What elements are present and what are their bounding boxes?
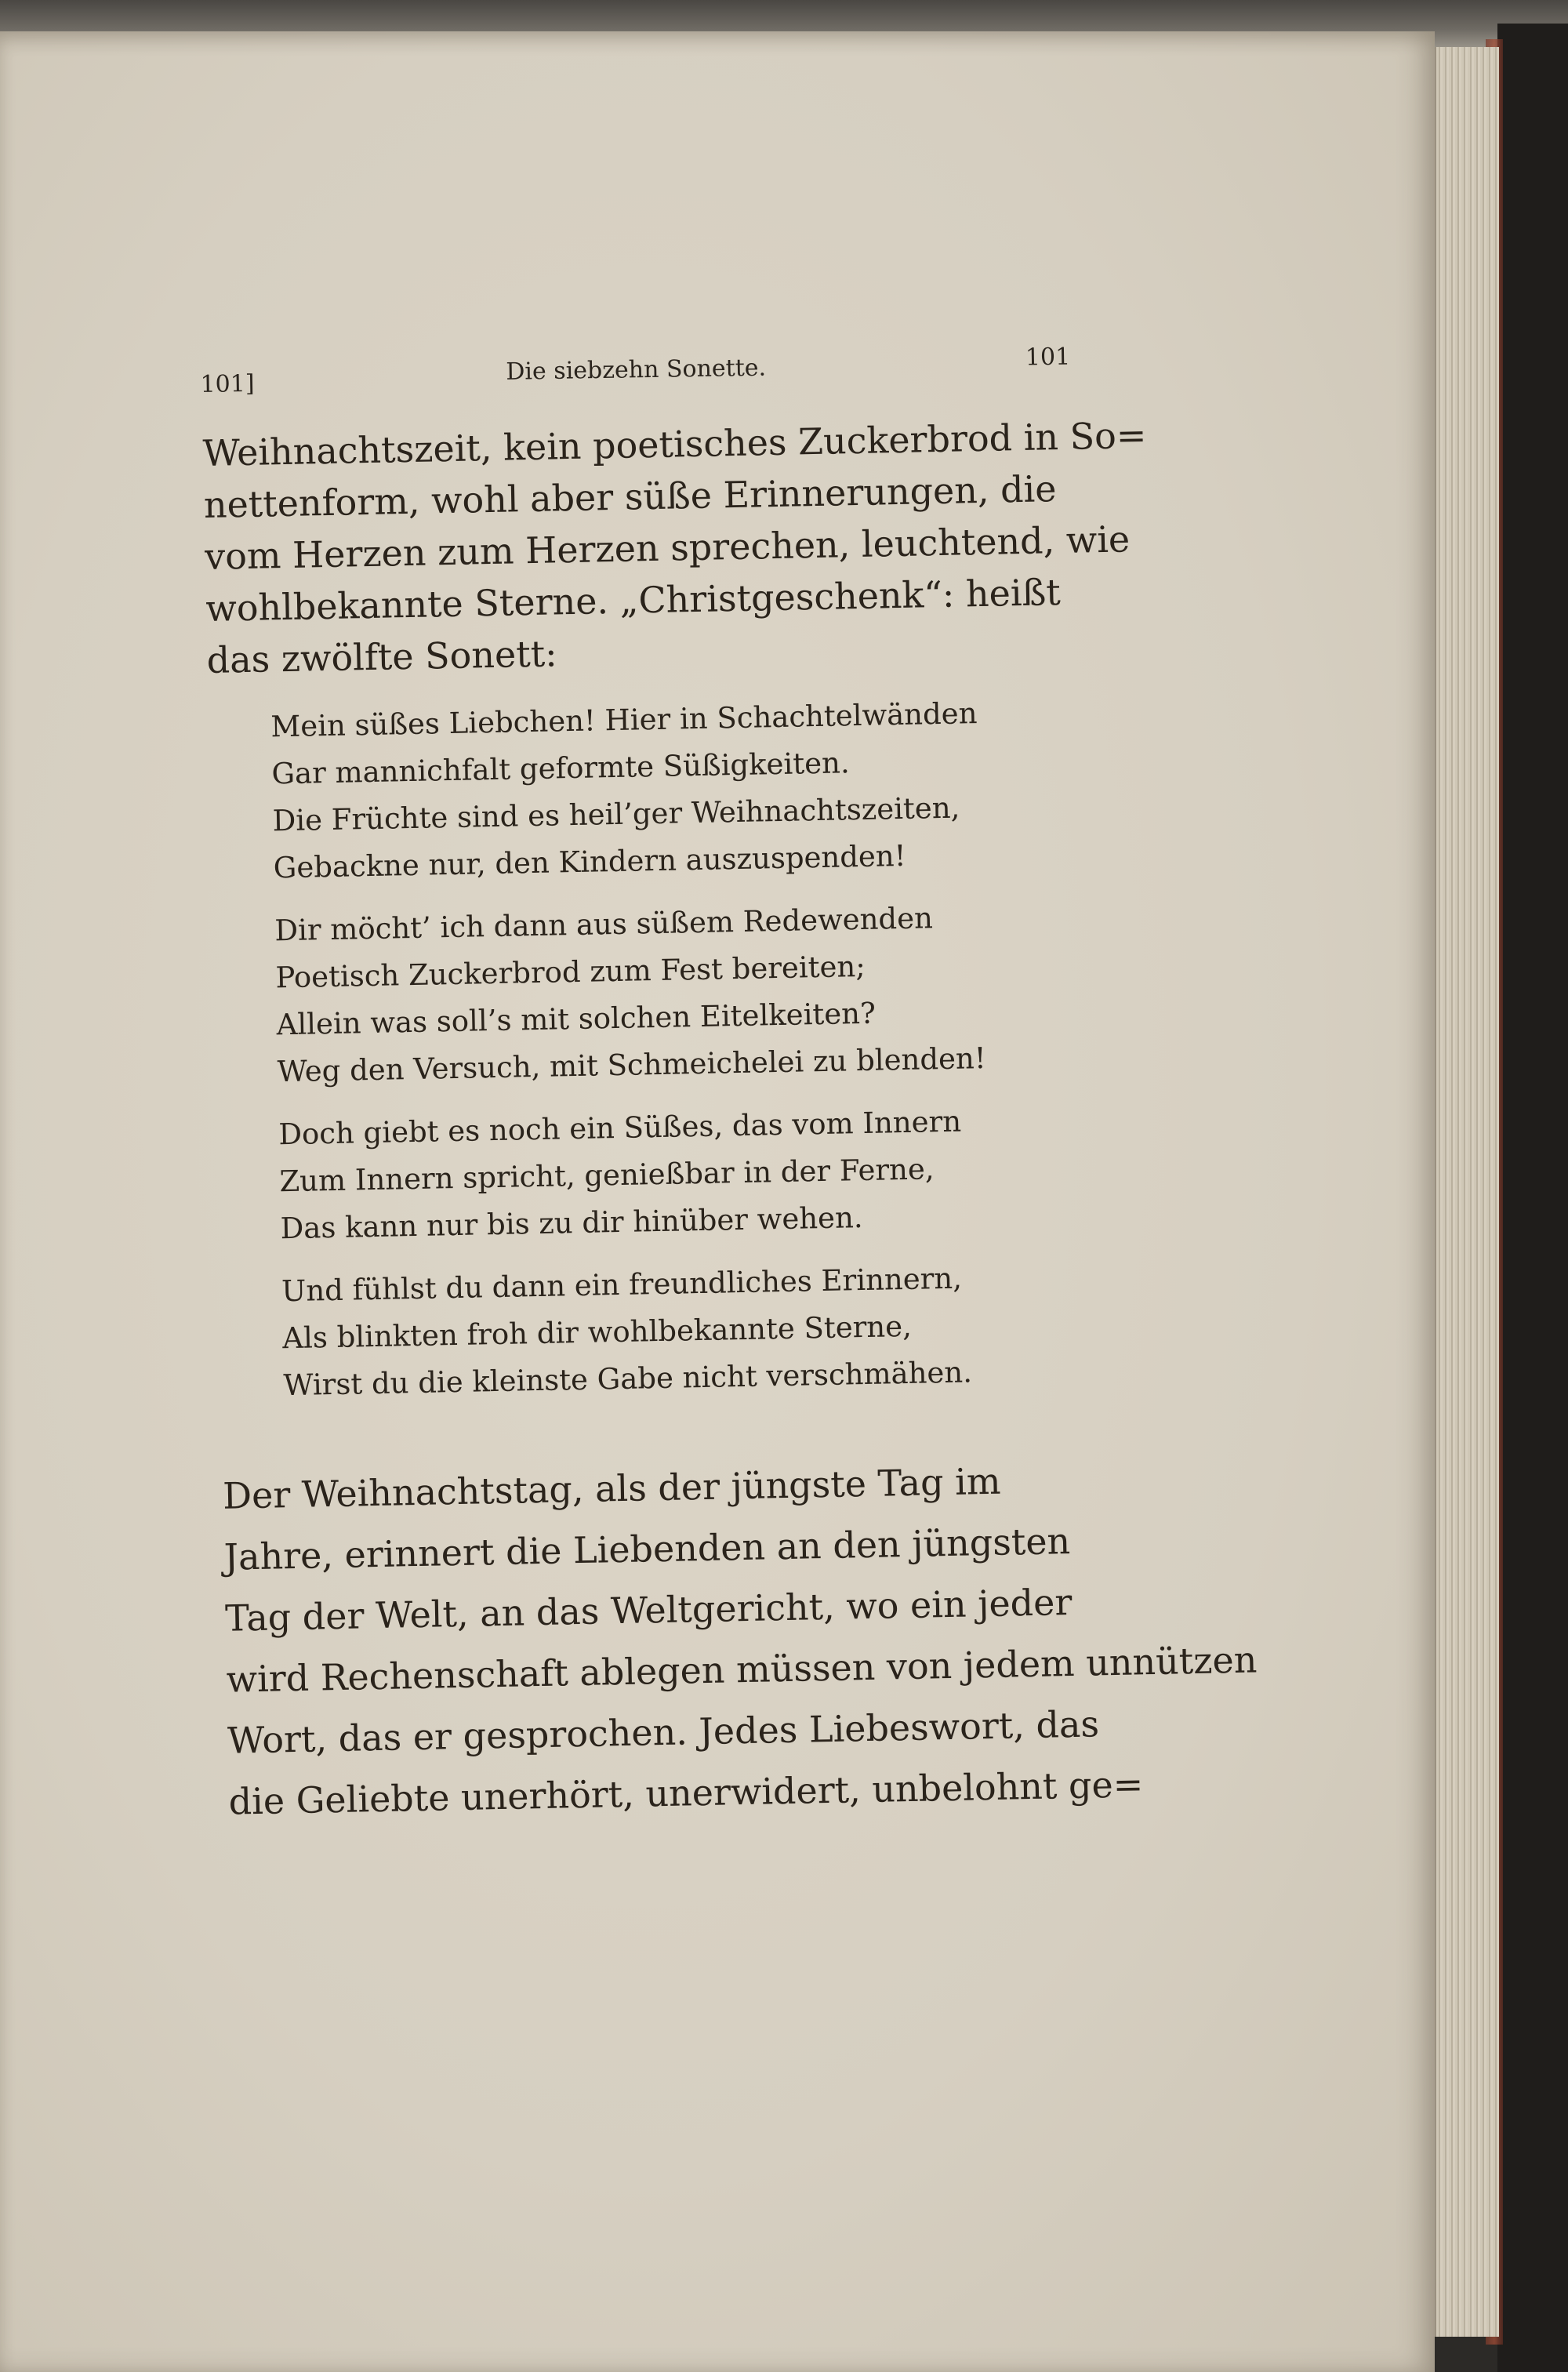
text-line: Jahre, erinnert die Liebenden an den jüngsten [223, 1520, 1071, 1578]
page-body [202, 411, 1258, 1833]
text-line: wohlbekannte Sterne. „Christgeschenk“: heißt [205, 571, 1062, 630]
verse-line: Gar mannichfalt geformte Süßigkeiten. [271, 746, 851, 791]
verse-line: Doch giebt es noch ein Süßes, das vom Innern [278, 1104, 962, 1152]
text-line: Weihnachtszeit, kein poetisches Zuckerbrod in So= [202, 413, 1147, 474]
text-line: vom Herzen zum Herzen sprechen, leuchtend, wie [204, 518, 1131, 578]
stanza-2 [274, 892, 1085, 1096]
page-number: 101 [1025, 343, 1071, 372]
text-line: Tag der Welt, an das Weltgericht, wo ein jeder [224, 1580, 1073, 1640]
verse-line: Die Früchte sind es heil’ger Weihnachtszeiten, [272, 790, 960, 838]
verse-line: Allein was soll’s mit solchen Eitelkeiten? [276, 996, 877, 1042]
sonnet [270, 688, 1091, 1410]
text-line: das zwölfte Sonett: [206, 632, 558, 681]
verse-line: Und fühlst du dann ein freundliches Erinnern, [281, 1261, 963, 1309]
text-line: Der Weihnachtstag, als der jüngste Tag im [222, 1459, 1001, 1517]
paragraph-1 [202, 411, 1147, 686]
text-line: nettenform, wohl aber süße Erinnerungen, die [203, 467, 1057, 526]
page-stack-edge [1435, 47, 1499, 2337]
verse-line: Zum Innern spricht, genießbar in der Ferne, [279, 1152, 935, 1199]
verse-line: Wirst du die kleinste Gabe nicht verschmähen. [283, 1355, 973, 1403]
text-line: Wort, das er gesprochen. Jedes Liebeswort, das [227, 1702, 1100, 1762]
page-ref: 101] [200, 369, 255, 398]
verse-line: Dir möcht’ ich dann aus süßem Redewenden [274, 901, 934, 948]
verse-line: Das kann nur bis zu dir hinüber wehen. [280, 1201, 863, 1246]
paragraph-2 [222, 1448, 1258, 1832]
verse-line: Als blinkten froh dir wohlbekannte Sterne, [281, 1309, 913, 1356]
verse-line: Poetisch Zuckerbrod zum Fest bereiten; [275, 949, 866, 995]
stanza-1 [270, 688, 1081, 892]
stanza-4 [281, 1252, 1091, 1409]
verse-line: Weg den Versuch, mit Schmeichelei zu blenden! [277, 1041, 987, 1089]
running-title: Die siebzehn Sonette. [506, 354, 767, 386]
verse-line: Mein süßes Liebchen! Hier in Schachtelwänden [270, 696, 978, 744]
stanza-3 [278, 1096, 1088, 1253]
verse-line: Gebackne nur, den Kindern auszuspenden! [273, 838, 906, 885]
book-cover [1497, 24, 1568, 2372]
text-line: die Geliebte unerhört, unerwidert, unbelohnt ge= [228, 1763, 1144, 1823]
text-line: wird Rechenschaft ablegen müssen von jedem unnützen [226, 1638, 1258, 1701]
